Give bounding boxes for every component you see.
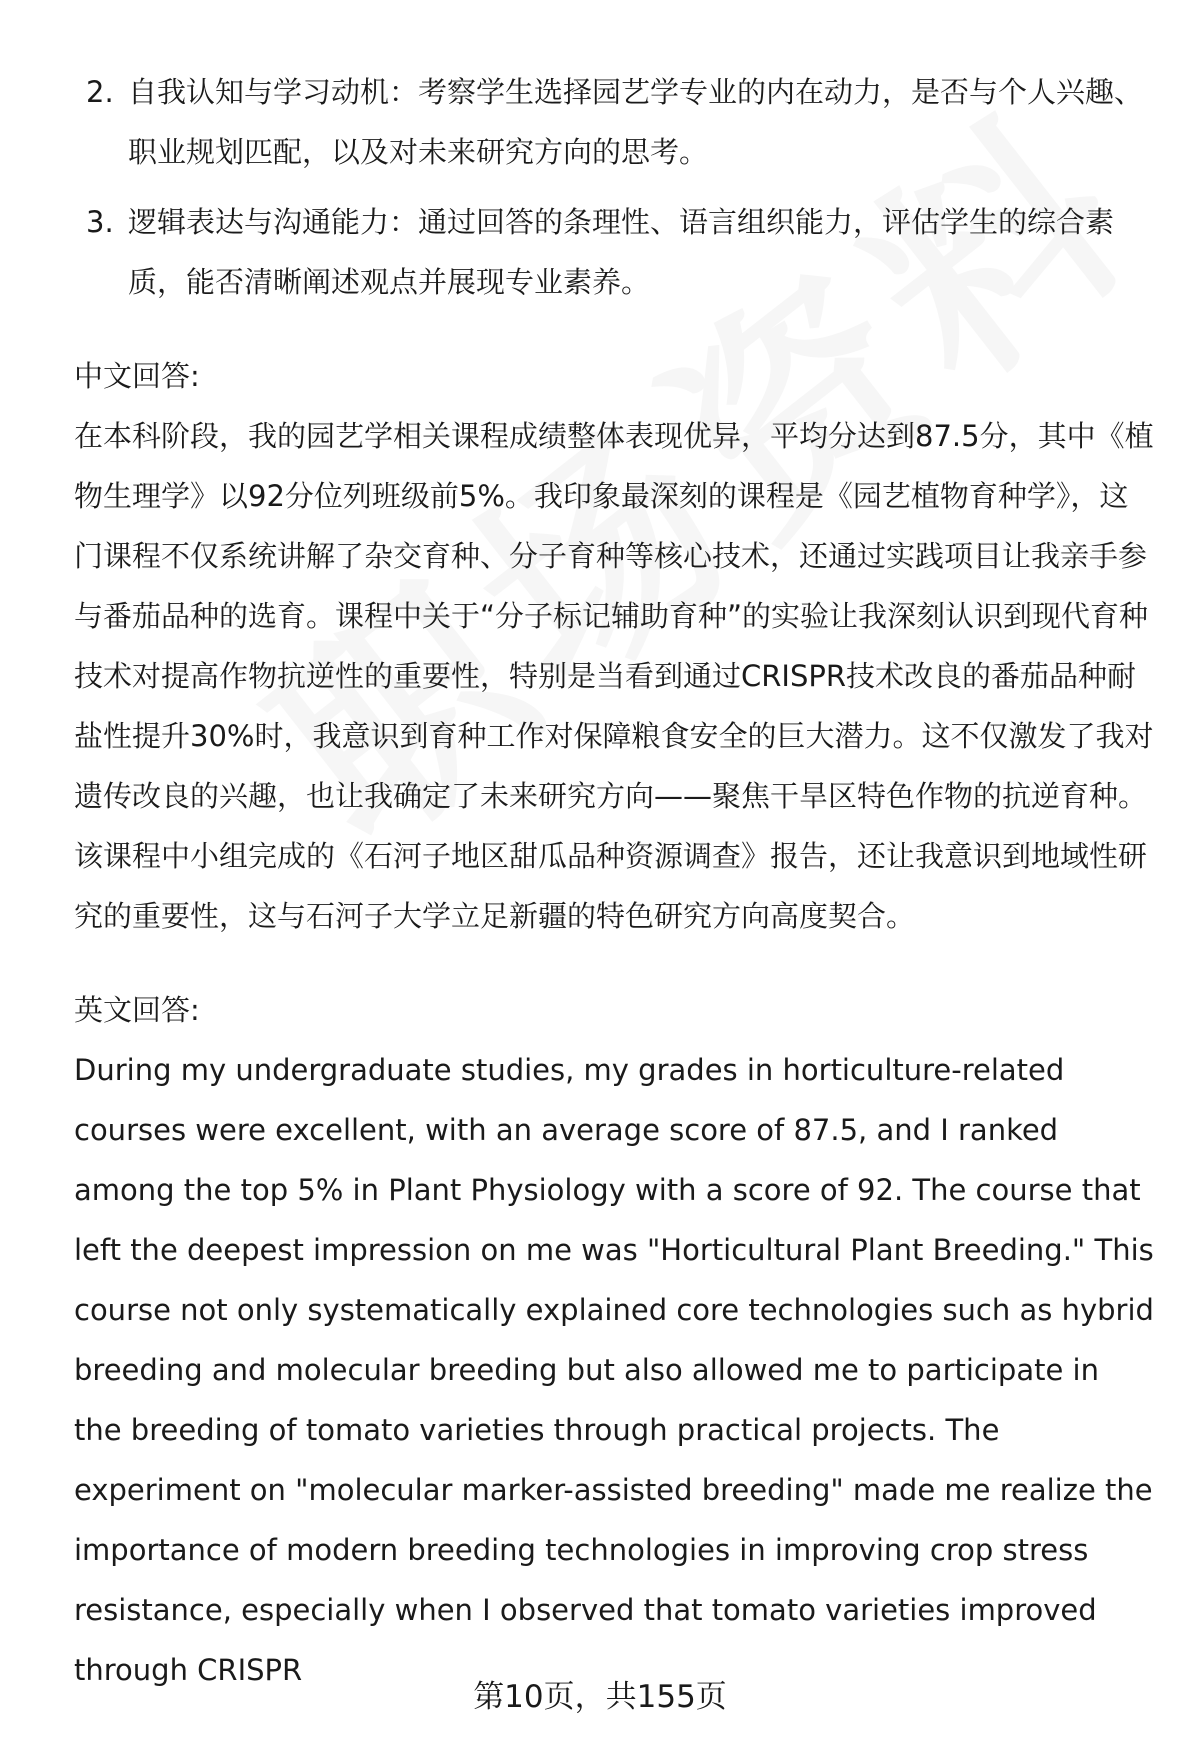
criteria-text: 逻辑表达与沟通能力：通过回答的条理性、语言组织能力，评估学生的综合素质，能否清晰阐述观点并展现专业素养。 (128, 205, 1115, 299)
criteria-number: 2. (86, 75, 114, 109)
criteria-number: 3. (86, 205, 114, 239)
criteria-list (74, 62, 1154, 312)
page-content (74, 62, 1154, 1700)
chinese-answer-text: 在本科阶段，我的园艺学相关课程成绩整体表现优异，平均分达到87.5分，其中《植物生理学》以92分位列班级前5%。我印象最深刻的课程是《园艺植物育种学》，这门课程不仅系统讲解了杂交育种、分子育种等核心技术，还通过实践项目让我亲手参与番茄品种的选育。课程中关于“分子标记辅助育种”的实验让我深刻认识到现代育种技术对提高作物抗逆性的重要性，特别是当看到通过CRISPR技术改良的番茄品种耐盐性提升30%时，我意识到育种工作对保障粮食安全的巨大潜力。这不仅激发了我对遗传改良的兴趣，也让我确定了未来研究方向——聚焦干旱区特色作物的抗逆育种。该课程中小组完成的《石河子地区甜瓜品种资源调查》报告，还让我意识到地域性研究的重要性，这与石河子大学立足新疆的特色研究方向高度契合。 (74, 419, 1154, 933)
english-answer-label: 英文回答: (74, 993, 200, 1027)
criteria-text: 自我认知与学习动机：考察学生选择园艺学专业的内在动力，是否与个人兴趣、职业规划匹配，以及对未来研究方向的思考。 (128, 75, 1144, 169)
page-number: 第10页，共155页 (473, 1679, 727, 1715)
english-answer-text: During my undergraduate studies, my grades in horticulture-related courses were excellent, with an average score of 87.5, and I ranked among the top 5% in Plant Physiology with a score of 92. The course that left the deepest impression on me was "Horticultural Plant Breeding." This course not only systematically explained core technologies such as hybrid breeding and molecular breeding but also allowed me to participate in the breeding of tomato varieties through practical projects. The experiment on "molecular marker-assisted breeding" made me realize the importance of modern breeding technologies in improving crop stress resistance, especially when I observed that tomato varieties improved through CRISPR (74, 1053, 1154, 1687)
chinese-answer-label: 中文回答: (74, 359, 200, 393)
criteria-item (74, 192, 1154, 312)
criteria-item (74, 62, 1154, 182)
